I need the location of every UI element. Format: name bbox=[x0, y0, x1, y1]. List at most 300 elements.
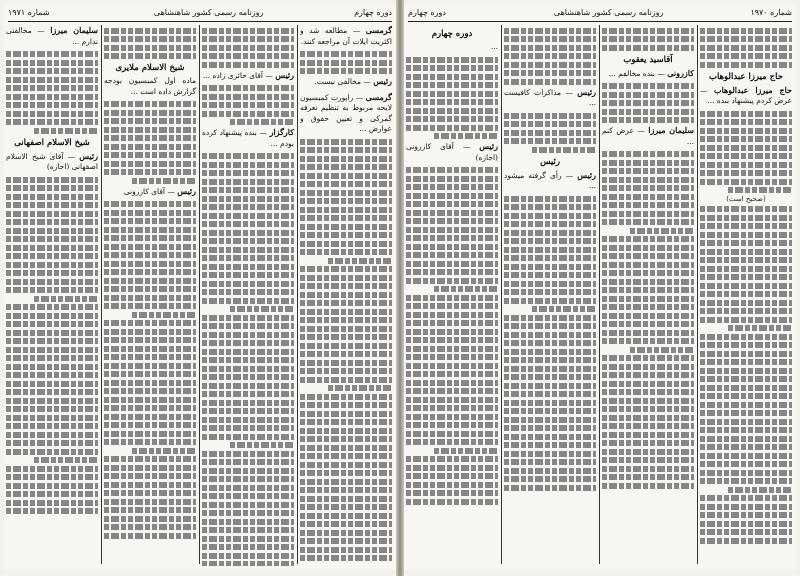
text-line bbox=[34, 296, 98, 302]
text-line bbox=[6, 491, 98, 497]
text-line bbox=[202, 383, 294, 389]
text-line bbox=[202, 111, 294, 117]
text-line bbox=[202, 272, 294, 278]
text-line bbox=[6, 304, 98, 310]
text-line bbox=[300, 139, 392, 145]
text-line bbox=[504, 332, 596, 338]
text-line bbox=[104, 218, 196, 224]
text-line bbox=[406, 303, 498, 309]
text-line bbox=[202, 366, 294, 372]
text-line bbox=[300, 283, 392, 289]
text-line bbox=[602, 304, 694, 310]
text-line bbox=[504, 315, 596, 321]
text-line bbox=[700, 179, 792, 185]
text-line bbox=[700, 538, 792, 544]
text-line bbox=[434, 133, 498, 139]
text-line bbox=[602, 449, 694, 455]
text-line bbox=[504, 349, 596, 355]
text-line bbox=[504, 62, 596, 68]
text-line bbox=[202, 53, 294, 59]
speaker-name: رئیس bbox=[275, 69, 294, 80]
text-line bbox=[202, 289, 294, 295]
text-line bbox=[700, 53, 792, 59]
text-line bbox=[406, 329, 498, 335]
text-line bbox=[300, 60, 392, 66]
text-line bbox=[104, 363, 196, 369]
text-line bbox=[300, 419, 392, 425]
text-line bbox=[300, 351, 392, 357]
text-line bbox=[532, 306, 596, 312]
text-line bbox=[132, 448, 196, 454]
text-line bbox=[504, 459, 596, 465]
text-line bbox=[202, 434, 294, 440]
text-line bbox=[602, 296, 694, 302]
text-line bbox=[602, 28, 694, 34]
text-line bbox=[202, 187, 294, 193]
text-line bbox=[602, 151, 694, 157]
text-line bbox=[700, 453, 792, 459]
text-line bbox=[406, 193, 498, 199]
text-line bbox=[504, 247, 596, 253]
text-line bbox=[300, 232, 392, 238]
text-line bbox=[504, 196, 596, 202]
text-line bbox=[6, 262, 98, 268]
text-line bbox=[406, 465, 498, 471]
text-line bbox=[300, 368, 392, 374]
text-line bbox=[202, 340, 294, 346]
text-line bbox=[700, 266, 792, 272]
text-line bbox=[300, 173, 392, 179]
text-line bbox=[6, 466, 98, 472]
text-line bbox=[406, 346, 498, 352]
text-line bbox=[700, 145, 792, 151]
left-header-number: شماره ۱۹۷۱ bbox=[8, 8, 50, 17]
section-heading: حاج میرزا عبدالوهاب bbox=[708, 71, 784, 82]
text-line bbox=[602, 117, 694, 123]
text-line bbox=[6, 253, 98, 259]
text-line bbox=[104, 135, 196, 141]
text-line bbox=[700, 111, 792, 117]
speech-text: عرض کردم پیشنهاد بنده ... bbox=[707, 96, 792, 105]
text-line bbox=[300, 156, 392, 162]
text-line bbox=[6, 245, 98, 251]
text-line bbox=[504, 485, 596, 491]
text-line bbox=[406, 99, 498, 105]
speech-text: مطالعه شد و اکثریت ایلات آن مراجعه کنند. bbox=[300, 26, 392, 46]
text-line bbox=[700, 334, 792, 340]
text-line bbox=[202, 62, 294, 68]
text-line bbox=[700, 419, 792, 425]
text-line bbox=[406, 371, 498, 377]
text-line bbox=[700, 529, 792, 535]
text-line bbox=[104, 101, 196, 107]
left-columns bbox=[8, 25, 392, 566]
speaker-name: رئیس bbox=[177, 185, 196, 196]
text-line bbox=[406, 252, 498, 258]
text-line bbox=[104, 473, 196, 479]
text-line bbox=[700, 136, 792, 142]
text-line bbox=[104, 269, 196, 275]
text-line bbox=[202, 408, 294, 414]
text-line bbox=[230, 306, 294, 312]
text-line bbox=[300, 538, 392, 544]
text-line bbox=[6, 440, 98, 446]
text-line bbox=[406, 269, 498, 275]
text-line bbox=[728, 187, 792, 193]
text-line bbox=[504, 255, 596, 261]
text-line bbox=[202, 102, 294, 108]
text-line bbox=[300, 462, 392, 468]
text-line bbox=[104, 431, 196, 437]
text-line bbox=[504, 400, 596, 406]
text-line bbox=[406, 320, 498, 326]
text-line bbox=[6, 51, 98, 57]
text-line bbox=[104, 45, 196, 51]
text-line bbox=[6, 415, 98, 421]
speaker-name: حاج میرزا عبدالوهاب bbox=[714, 84, 792, 95]
text-line bbox=[700, 232, 792, 238]
text-line bbox=[602, 83, 694, 89]
text-line bbox=[104, 152, 196, 158]
text-line bbox=[602, 474, 694, 480]
text-line bbox=[6, 85, 98, 91]
text-line bbox=[202, 281, 294, 287]
text-line bbox=[406, 167, 498, 173]
text-line bbox=[504, 204, 596, 210]
text-line bbox=[104, 169, 196, 175]
text-line bbox=[406, 227, 498, 233]
text-line bbox=[300, 453, 392, 459]
text-line bbox=[300, 436, 392, 442]
text-line bbox=[202, 349, 294, 355]
text-line bbox=[202, 536, 294, 542]
text-line bbox=[602, 287, 694, 293]
speech-text: بنده پیشنهاد کرده بودم ... bbox=[202, 128, 294, 148]
left-header-title: روزنامه رسمی کشور شاهنشاهی bbox=[153, 8, 264, 17]
text-line bbox=[6, 94, 98, 100]
speech-text: راپورت کمیسیون لایحه مربوط به تنظیم تعرفه گمرکی و تعیین حقوق و عوارض ... bbox=[300, 92, 392, 133]
text-line bbox=[700, 119, 792, 125]
text-line bbox=[104, 144, 196, 150]
text-line bbox=[202, 476, 294, 482]
text-line bbox=[202, 315, 294, 321]
text-line bbox=[104, 28, 196, 34]
text-line bbox=[602, 355, 694, 361]
text-line bbox=[104, 354, 196, 360]
text-line bbox=[104, 252, 196, 258]
text-line bbox=[700, 402, 792, 408]
applause-note: (صحیح است) bbox=[726, 195, 766, 203]
text-line bbox=[202, 451, 294, 457]
text-line bbox=[602, 398, 694, 404]
left-page-header bbox=[8, 6, 392, 20]
text-line bbox=[6, 279, 98, 285]
text-line bbox=[300, 326, 392, 332]
text-line bbox=[700, 36, 792, 42]
text-line bbox=[202, 502, 294, 508]
text-line bbox=[300, 147, 392, 153]
text-line bbox=[6, 68, 98, 74]
text-line bbox=[406, 261, 498, 267]
text-line bbox=[6, 228, 98, 234]
text-line bbox=[104, 286, 196, 292]
text-line bbox=[700, 385, 792, 391]
text-line bbox=[700, 240, 792, 246]
text-line bbox=[532, 147, 596, 153]
text-line bbox=[700, 257, 792, 263]
text-line bbox=[104, 482, 196, 488]
left-column-1: گرمسی — مطالعه شد و اکثریت ایلات آن مراجعه کنند. رئیس — مخالفی نیست. گرمسی — راپورت کمیسیون لایحه مربوط به تنظیم تعرفه گمرکی و تعیین حقوق و عوارض ... bbox=[300, 25, 392, 566]
speech-text: بنده مخالفم ... bbox=[608, 68, 655, 78]
text-line bbox=[300, 266, 392, 272]
text-line bbox=[504, 272, 596, 278]
text-line bbox=[602, 483, 694, 489]
left-column-3: شیخ الاسلام ملایری ماده اول کمیسیون بودجه گزارش داده است ... رئیس — آقای کازرونی bbox=[104, 25, 196, 566]
text-line bbox=[300, 496, 392, 502]
text-line bbox=[602, 389, 694, 395]
text-line bbox=[434, 448, 498, 454]
speech-text: رأی گرفته میشود ... bbox=[504, 170, 596, 190]
left-column-2: رئیس — آقای حائری زاده ... کارگزار — بنده پیشنهاد کرده بودم ... bbox=[202, 25, 294, 566]
text-line bbox=[300, 343, 392, 349]
text-line bbox=[6, 219, 98, 225]
text-line bbox=[602, 236, 694, 242]
text-line bbox=[700, 495, 792, 501]
text-line bbox=[700, 368, 792, 374]
text-line bbox=[6, 313, 98, 319]
text-line bbox=[202, 400, 294, 406]
text-line bbox=[104, 371, 196, 377]
text-line bbox=[104, 201, 196, 207]
text-line bbox=[504, 221, 596, 227]
text-line bbox=[202, 459, 294, 465]
text-line bbox=[406, 295, 498, 301]
right-header-title: روزنامه رسمی کشور شاهنشاهی bbox=[553, 8, 664, 17]
text-line bbox=[300, 317, 392, 323]
text-line bbox=[700, 317, 792, 323]
text-line bbox=[504, 451, 596, 457]
text-line bbox=[104, 295, 196, 301]
right-columns bbox=[408, 25, 792, 566]
text-line bbox=[504, 238, 596, 244]
speaker-name: گرمسی bbox=[365, 25, 392, 35]
text-line bbox=[202, 247, 294, 253]
text-line bbox=[6, 211, 98, 217]
text-line bbox=[406, 431, 498, 437]
text-line bbox=[6, 77, 98, 83]
text-line bbox=[602, 185, 694, 191]
text-line bbox=[202, 553, 294, 559]
text-line bbox=[504, 53, 596, 59]
text-line bbox=[700, 274, 792, 280]
text-line bbox=[6, 500, 98, 506]
text-line bbox=[104, 303, 196, 309]
text-line bbox=[6, 398, 98, 404]
text-line bbox=[300, 181, 392, 187]
text-line bbox=[602, 194, 694, 200]
text-line bbox=[406, 473, 498, 479]
text-line bbox=[104, 227, 196, 233]
text-line bbox=[104, 210, 196, 216]
text-line bbox=[202, 28, 294, 34]
text-line bbox=[602, 168, 694, 174]
text-line bbox=[202, 323, 294, 329]
speech-text: آقای کازرونی bbox=[123, 186, 166, 196]
text-line bbox=[202, 527, 294, 533]
text-line bbox=[700, 461, 792, 467]
text-line bbox=[700, 291, 792, 297]
right-page bbox=[404, 4, 796, 570]
text-line bbox=[6, 102, 98, 108]
text-line bbox=[602, 466, 694, 472]
text-line bbox=[602, 100, 694, 106]
text-line bbox=[202, 230, 294, 236]
text-line bbox=[300, 51, 392, 57]
text-line bbox=[300, 555, 392, 561]
text-line bbox=[300, 521, 392, 527]
text-line bbox=[300, 530, 392, 536]
text-line bbox=[202, 510, 294, 516]
text-line bbox=[300, 198, 392, 204]
text-line bbox=[230, 119, 294, 125]
text-line bbox=[104, 278, 196, 284]
text-line bbox=[406, 116, 498, 122]
left-header-period: دوره چهارم bbox=[354, 8, 392, 17]
text-line bbox=[6, 406, 98, 412]
text-line bbox=[504, 442, 596, 448]
text-line bbox=[6, 202, 98, 208]
text-line bbox=[202, 561, 294, 566]
right-header-number: شماره ۱۹۷۰ bbox=[750, 8, 792, 17]
text-line bbox=[406, 380, 498, 386]
right-column-1: حاج میرزا عبدالوهاب حاج میرزا عبدالوهاب — عرض کردم پیشنهاد بنده ... (صحیح است) bbox=[700, 25, 792, 566]
text-line bbox=[300, 487, 392, 493]
text-line bbox=[300, 334, 392, 340]
text-line bbox=[230, 442, 294, 448]
speaker-name: رئیس bbox=[577, 86, 596, 97]
text-line bbox=[504, 340, 596, 346]
text-line bbox=[406, 201, 498, 207]
text-line bbox=[300, 300, 392, 306]
text-line bbox=[104, 53, 196, 59]
text-line bbox=[700, 45, 792, 51]
text-line bbox=[104, 516, 196, 522]
text-line bbox=[202, 298, 294, 304]
text-line bbox=[700, 215, 792, 221]
text-line bbox=[406, 499, 498, 505]
text-line bbox=[504, 130, 596, 136]
right-column-2: آقاسید یعقوب کازرونی — بنده مخالفم ... سلیمان میرزا — عرض کنم ... bbox=[602, 25, 694, 566]
text-line bbox=[6, 330, 98, 336]
text-line bbox=[202, 85, 294, 91]
text-line bbox=[434, 286, 498, 292]
text-line bbox=[6, 111, 98, 117]
text-line bbox=[6, 432, 98, 438]
text-line bbox=[202, 544, 294, 550]
text-line bbox=[328, 385, 392, 391]
text-line bbox=[406, 405, 498, 411]
text-line bbox=[202, 221, 294, 227]
text-line bbox=[700, 28, 792, 34]
text-line bbox=[700, 153, 792, 159]
text-line bbox=[602, 338, 694, 344]
text-line bbox=[504, 383, 596, 389]
text-line bbox=[104, 490, 196, 496]
text-line bbox=[504, 264, 596, 270]
text-line bbox=[104, 439, 196, 445]
text-line bbox=[602, 457, 694, 463]
text-line bbox=[202, 196, 294, 202]
text-line bbox=[202, 170, 294, 176]
text-line bbox=[504, 79, 596, 85]
text-line bbox=[602, 202, 694, 208]
text-line bbox=[300, 68, 392, 74]
text-line bbox=[504, 45, 596, 51]
text-line bbox=[300, 411, 392, 417]
text-line bbox=[104, 337, 196, 343]
text-line bbox=[504, 28, 596, 34]
text-line bbox=[202, 153, 294, 159]
text-line bbox=[504, 230, 596, 236]
text-line bbox=[104, 346, 196, 352]
text-line bbox=[406, 363, 498, 369]
text-line bbox=[700, 436, 792, 442]
text-line bbox=[504, 213, 596, 219]
text-line bbox=[504, 366, 596, 372]
right-column-3: رئیس — مذاکرات کافیست ... رئیس رئیس — رأی گرفته میشود ... bbox=[504, 25, 596, 566]
speech-text: مخالفی نیست. bbox=[314, 77, 362, 86]
text-line bbox=[602, 321, 694, 327]
text-line bbox=[104, 465, 196, 471]
text-line bbox=[602, 45, 694, 51]
right-header-period: دوره چهارم bbox=[408, 8, 446, 17]
section-heading: رئیس bbox=[540, 156, 560, 167]
text-line bbox=[700, 376, 792, 382]
text-line bbox=[700, 521, 792, 527]
text-line bbox=[6, 321, 98, 327]
speaker-name: گرمسی bbox=[365, 91, 392, 102]
text-line bbox=[104, 380, 196, 386]
text-line bbox=[406, 397, 498, 403]
text-line bbox=[700, 249, 792, 255]
text-line bbox=[504, 391, 596, 397]
text-line bbox=[504, 408, 596, 414]
text-line bbox=[602, 415, 694, 421]
text-line bbox=[700, 444, 792, 450]
text-line bbox=[104, 499, 196, 505]
text-line bbox=[300, 470, 392, 476]
text-line bbox=[504, 121, 596, 127]
text-line bbox=[602, 211, 694, 217]
text-line bbox=[300, 164, 392, 170]
speech-text: مخالفتی ندارم ... bbox=[6, 26, 98, 46]
text-line bbox=[300, 292, 392, 298]
text-line bbox=[202, 238, 294, 244]
text-line bbox=[104, 456, 196, 462]
text-line bbox=[6, 423, 98, 429]
text-line bbox=[406, 176, 498, 182]
text-line bbox=[300, 241, 392, 247]
text-line bbox=[406, 388, 498, 394]
text-line bbox=[700, 478, 792, 484]
text-line bbox=[6, 483, 98, 489]
text-line bbox=[202, 332, 294, 338]
text-line bbox=[300, 504, 392, 510]
text-line bbox=[602, 381, 694, 387]
text-line bbox=[504, 417, 596, 423]
section-heading: شیخ الاسلام اصفهانی bbox=[14, 137, 90, 148]
text-line bbox=[728, 487, 792, 493]
